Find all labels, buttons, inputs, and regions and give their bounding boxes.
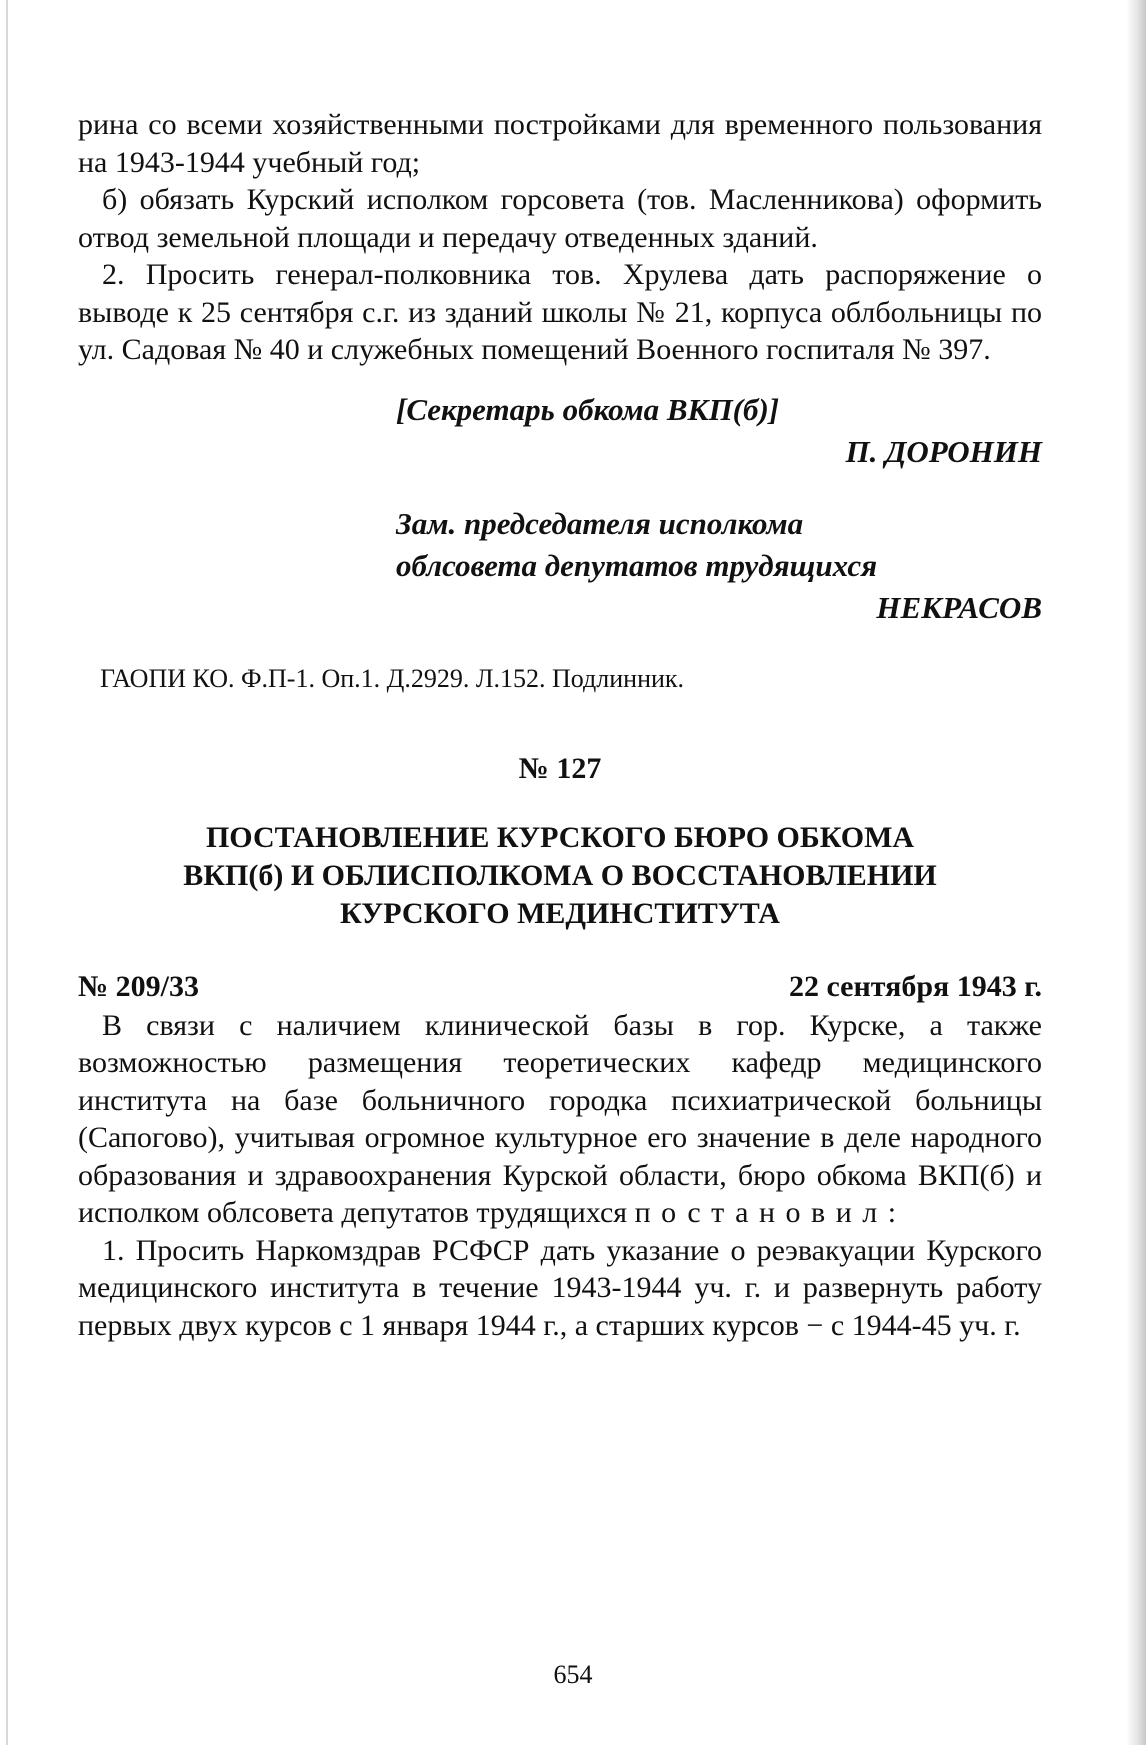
paragraph-2: 2. Просить генерал-полковника тов. Хрулева дать распоряжение о выводе к 25 сентября с.г. из зданий школы № 21, корпуса облбольницы по ул. Садовая № 40 и служебных помещений Военного госпиталя № 397. bbox=[78, 258, 1042, 366]
signature-block bbox=[78, 389, 1042, 629]
document-title bbox=[78, 819, 1042, 933]
paragraph-b: б) обязать Курский исполком горсовета (тов. Масленникова) оформить отвод земельной площади и передачу отведенных зданий. bbox=[78, 183, 1042, 254]
title-line: ПОСТАНОВЛЕНИЕ КУРСКОГО БЮРО ОБКОМА bbox=[205, 820, 915, 854]
deputy-name: НЕКРАСОВ bbox=[876, 589, 1042, 625]
title-line: КУРСКОГО МЕДИНСТИТУТА bbox=[340, 896, 780, 930]
page-number: 654 bbox=[553, 1660, 593, 1689]
title-line: ВКП(б) И ОБЛИСПОЛКОМА О ВОССТАНОВЛЕНИИ bbox=[183, 858, 937, 892]
registration-number: № 209/33 bbox=[78, 969, 199, 1003]
document-meta bbox=[78, 967, 1042, 1007]
document-page bbox=[78, 106, 1042, 1344]
document-number: № 127 bbox=[518, 751, 602, 785]
deputy-title-line1: Зам. председателя исполкома bbox=[396, 505, 804, 541]
intro-paragraph bbox=[78, 1007, 1042, 1232]
intro-text: В связи с наличием клинической базы в гор. Курске, а также возможностью размещения теоретических кафедр медицинского института на базе больничного городка психиатрической больницы (Сапогово), учитывая огромное культурное его значение в деле народного образования и здравоохранения Курской области, бюро обкома ВКП(б) и исполком облсовета депутатов трудящихся bbox=[78, 1008, 1042, 1229]
archive-reference: ГАОПИ КО. Ф.П-1. Оп.1. Д.2929. Л.152. Подлинник. bbox=[100, 663, 685, 693]
page-edge-line bbox=[6, 0, 8, 1745]
deputy-title-line2: облсовета депутатов трудящихся bbox=[396, 547, 878, 583]
decree-word: постановил: bbox=[634, 1196, 907, 1229]
page-edge-shadow bbox=[1126, 0, 1146, 1745]
point-1: 1. Просить Наркомздрав РСФСР дать указание о реэвакуации Курского медицинского института в течение 1943-1944 уч. г. и развернуть работу первых двух курсов с 1 января 1944 г., а старших курсов − с 1944-45 уч. г. bbox=[78, 1233, 1042, 1342]
paragraph-continued: рина со всеми хозяйственными постройками для временного пользования на 1943-1944 учебный год; bbox=[78, 108, 1042, 179]
document-date: 22 сентября 1943 г. bbox=[788, 969, 1042, 1003]
secretary-name: П. ДОРОНИН bbox=[845, 433, 1042, 469]
secretary-title: [Секретарь обкома ВКП(б)] bbox=[396, 391, 780, 427]
